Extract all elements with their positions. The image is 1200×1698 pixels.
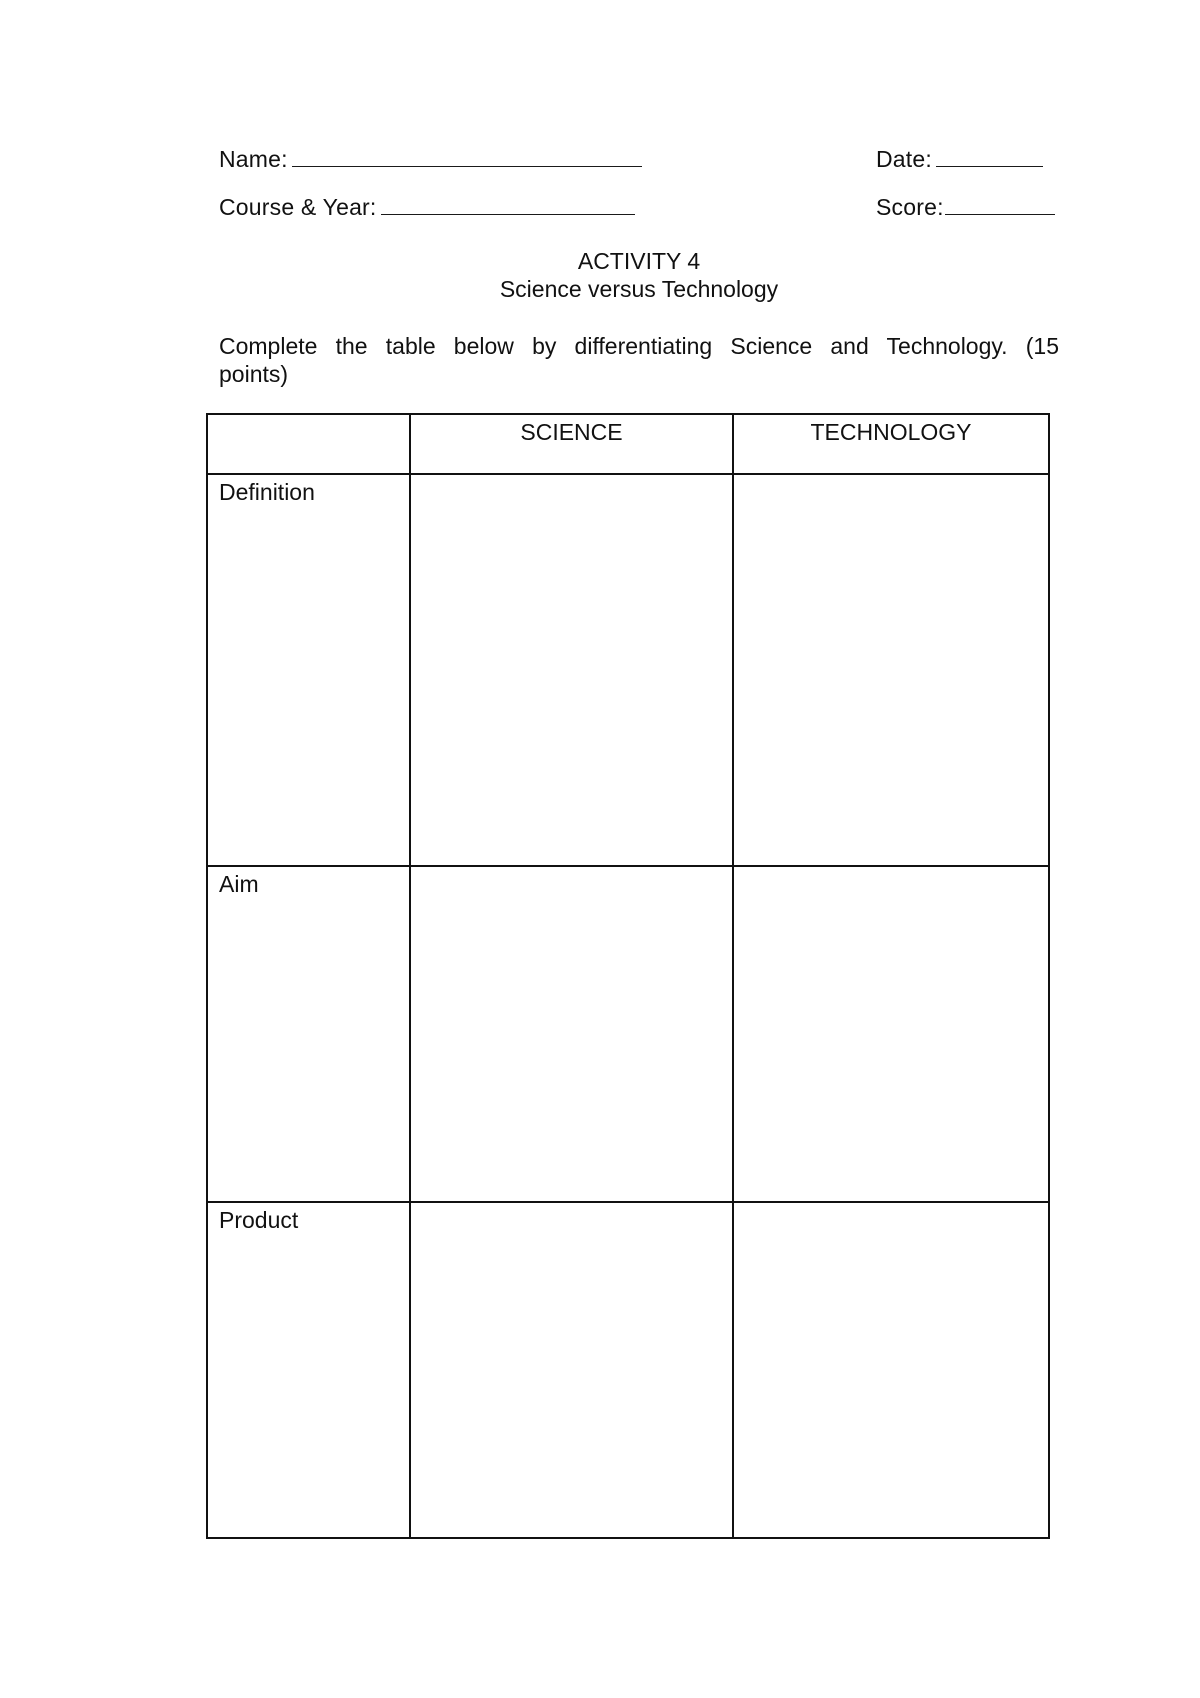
- date-blank-line[interactable]: [936, 146, 1043, 167]
- aim-technology-answer-cell[interactable]: [733, 866, 1049, 1202]
- date-field: [876, 146, 1043, 173]
- row-label-cell: [207, 866, 410, 1202]
- product-science-answer-cell[interactable]: [410, 1202, 733, 1538]
- header-cell-science: SCIENCE: [410, 414, 733, 474]
- definition-science-answer-cell[interactable]: [410, 474, 733, 866]
- name-label: Name:: [219, 146, 288, 172]
- score-field: [876, 194, 1055, 221]
- row-label-cell: [207, 1202, 410, 1538]
- row-label-definition: Definition: [219, 479, 315, 505]
- row-label-cell: [207, 474, 410, 866]
- instructions-text: Complete the table below by differentiating Science and Technology. (15 points): [219, 333, 1059, 387]
- aim-science-answer-cell[interactable]: [410, 866, 733, 1202]
- header-cell-blank: [207, 414, 410, 474]
- comparison-table: [206, 413, 1050, 1539]
- product-technology-answer-cell[interactable]: [733, 1202, 1049, 1538]
- activity-title-block: [219, 247, 1059, 303]
- table-row: [207, 866, 1049, 1202]
- course-year-field: [219, 194, 635, 221]
- name-field: [219, 146, 642, 173]
- activity-title: ACTIVITY 4: [577, 248, 701, 274]
- name-blank-line[interactable]: [292, 146, 642, 167]
- row-label-aim: Aim: [219, 871, 259, 897]
- course-year-label: Course & Year:: [219, 194, 377, 220]
- activity-subtitle: Science versus Technology: [499, 276, 779, 302]
- definition-technology-answer-cell[interactable]: [733, 474, 1049, 866]
- table-header-row: [207, 414, 1049, 474]
- score-blank-line[interactable]: [945, 194, 1055, 215]
- date-label: Date:: [876, 146, 932, 172]
- table-row: [207, 474, 1049, 866]
- course-year-blank-line[interactable]: [381, 194, 635, 215]
- table-row: [207, 1202, 1049, 1538]
- score-label: Score:: [876, 194, 944, 220]
- header-cell-technology: TECHNOLOGY: [733, 414, 1049, 474]
- row-label-product: Product: [219, 1207, 299, 1233]
